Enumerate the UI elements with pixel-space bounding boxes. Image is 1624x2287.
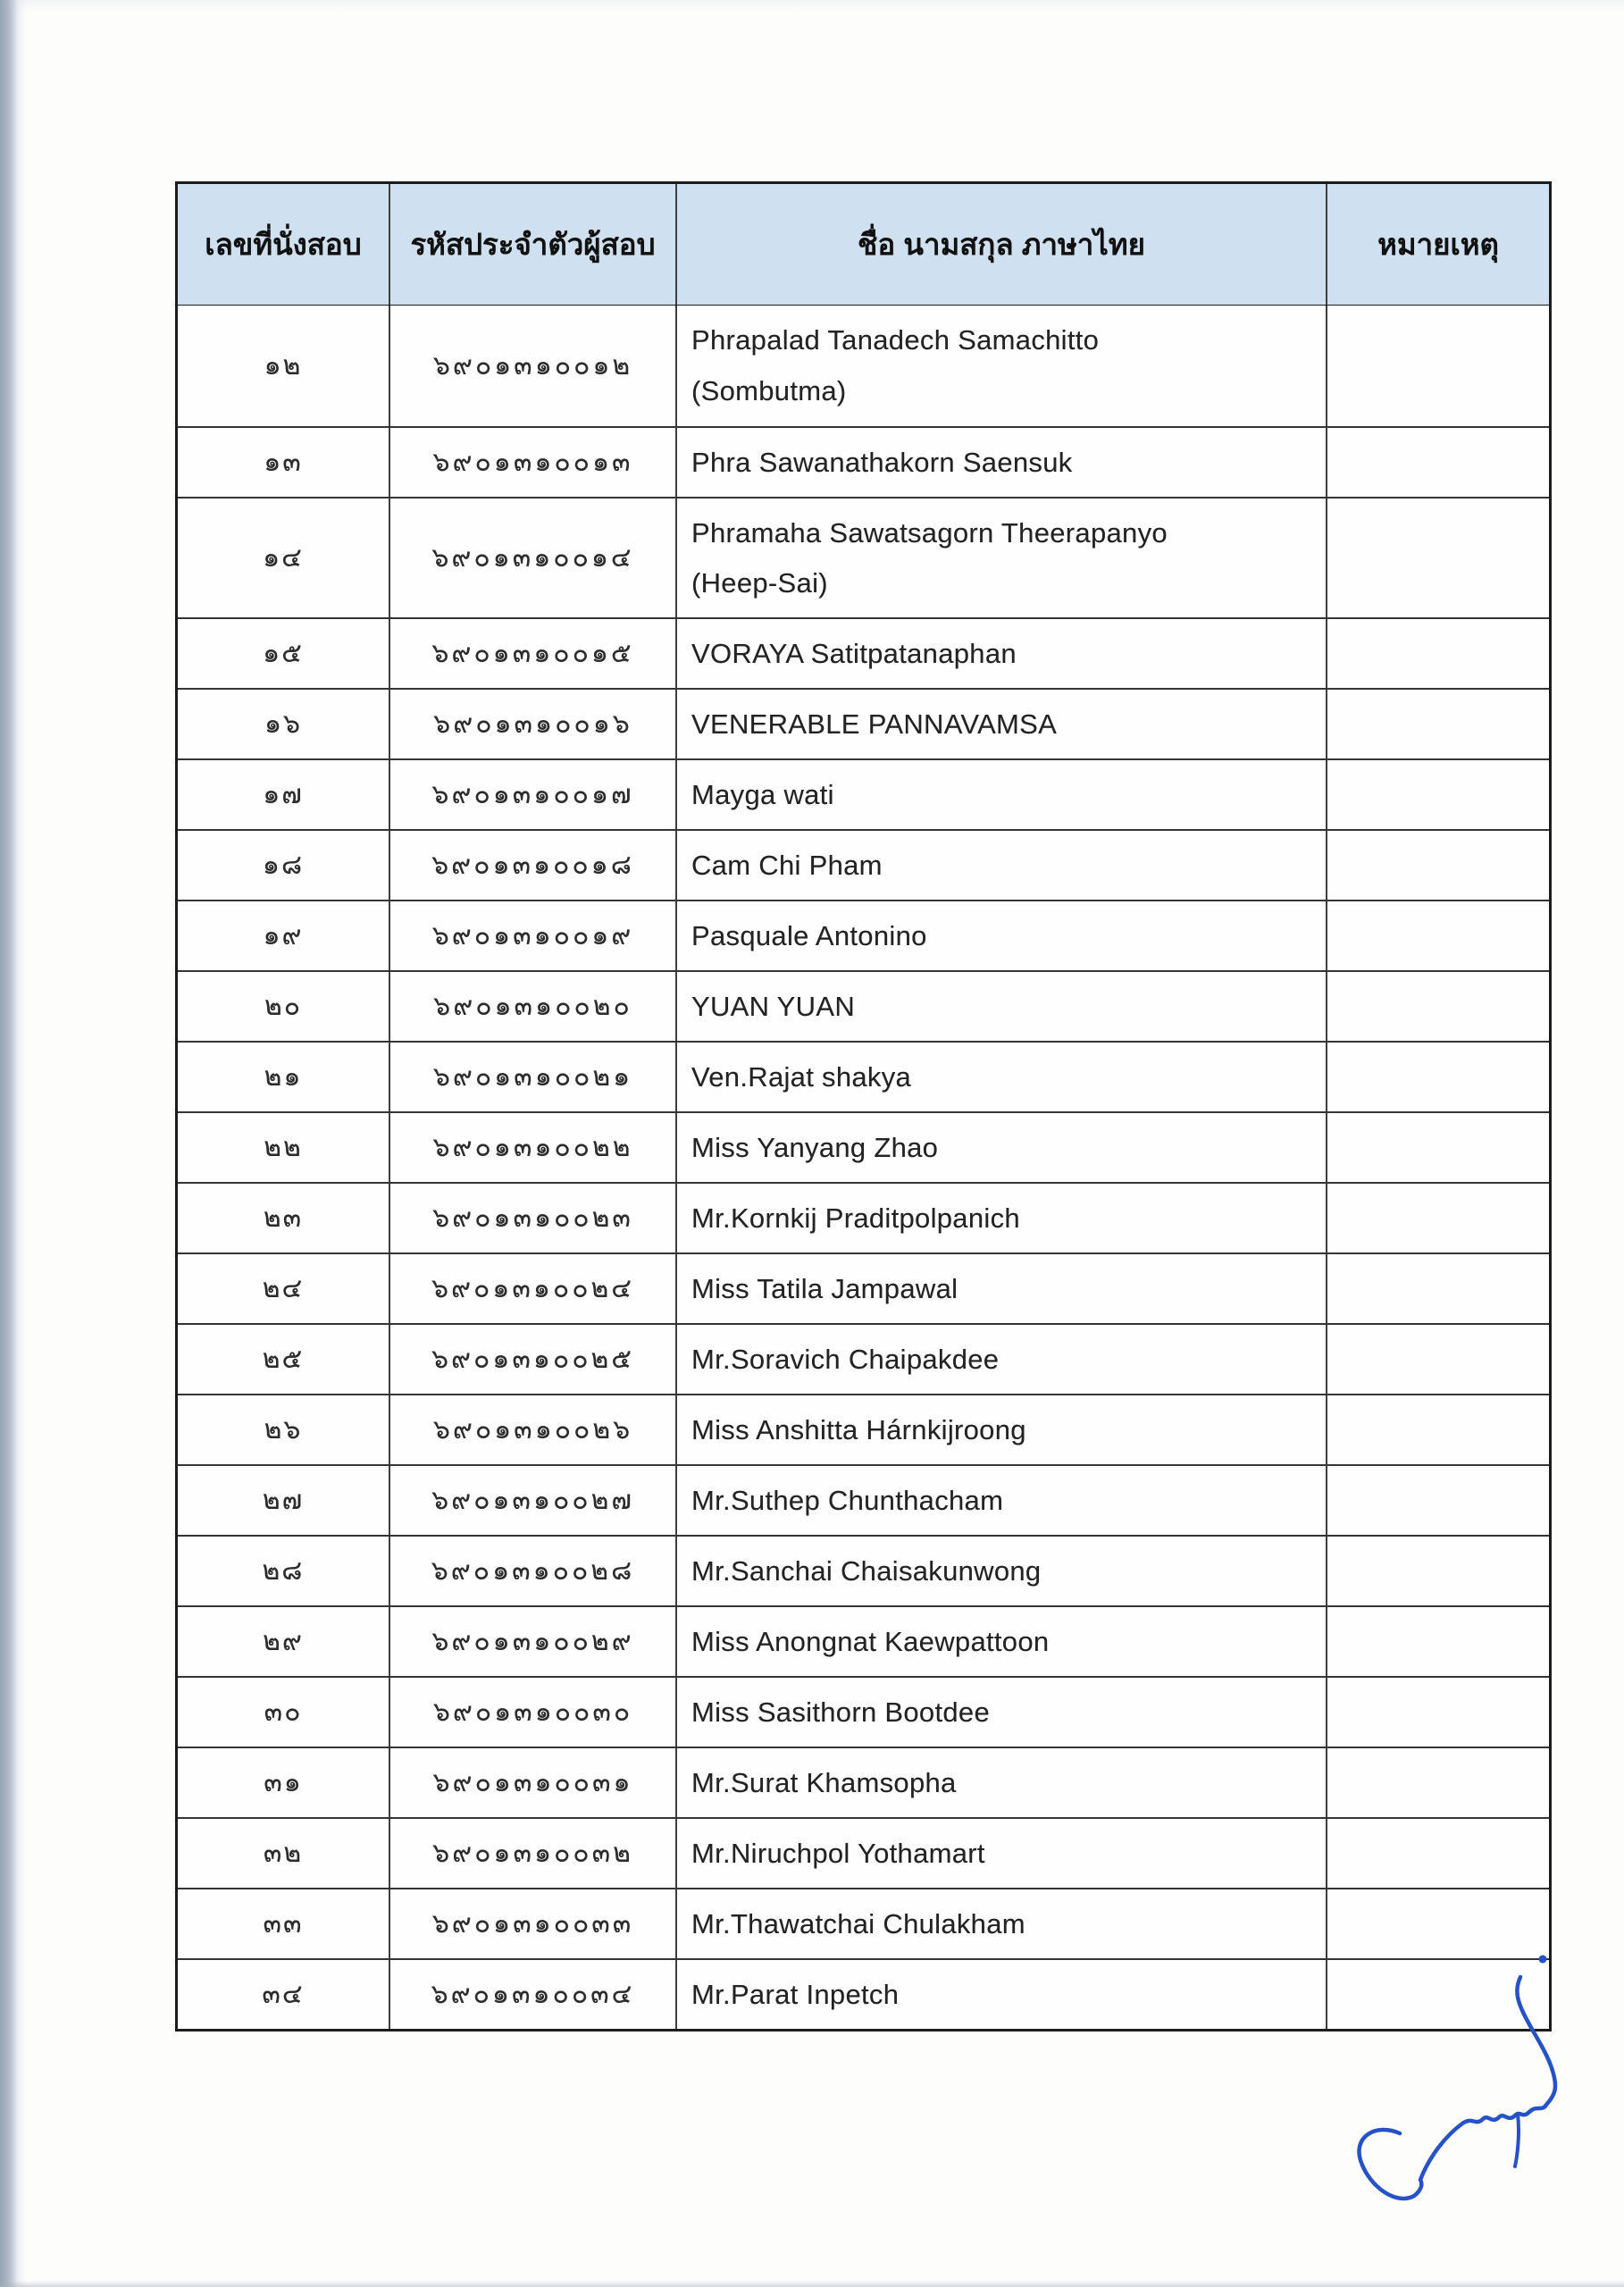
remarks-cell (1326, 1395, 1549, 1464)
name-line: Miss Tatila Jampawal (691, 1272, 958, 1304)
seat-number-cell: ๑๗ (263, 780, 304, 809)
name-cell (675, 1748, 1326, 1817)
examinee-id-cell: ๖๙๐๑๓๑๐๐๓๐ (389, 1678, 675, 1747)
name-line: Mr.Niruchpol Yothamart (691, 1837, 985, 1869)
name-cell (675, 1889, 1326, 1958)
table-row (178, 306, 1549, 426)
seat-number-cell: ๒๐ (264, 992, 303, 1021)
seat-number-cell: ๒๘ (262, 1556, 305, 1586)
table-row (178, 1888, 1549, 1958)
remarks-cell (1326, 901, 1549, 970)
header-examinee-id: รหัสประจำตัวผู้สอบ (389, 184, 675, 305)
scan-edge-artifact-bottom (0, 2281, 1624, 2287)
examinee-id-cell: ๖๙๐๑๓๑๐๐๒๙ (389, 1607, 675, 1676)
seat-number-cell: ๑๘ (262, 850, 305, 880)
remarks-cell (1326, 1607, 1549, 1676)
table-header-row (178, 184, 1549, 306)
name-cell (675, 1184, 1326, 1252)
name-cell (675, 619, 1326, 688)
remarks-cell (1326, 1819, 1549, 1888)
examinee-id-cell: ๖๙๐๑๓๑๐๐๒๖ (389, 1395, 675, 1464)
seat-number-cell: ๓๒ (263, 1839, 304, 1868)
table-row (178, 1817, 1549, 1888)
seat-number-cell: ๒๙ (263, 1627, 304, 1656)
seat-number-cell: ๒๕ (262, 1345, 305, 1374)
name-line: YUAN YUAN (691, 990, 856, 1022)
name-line: Cam Chi Pham (691, 849, 883, 881)
examinee-id-cell: ๖๙๐๑๓๑๐๐๒๔ (389, 1254, 675, 1323)
header-name-thai: ชื่อ นามสกุล ภาษาไทย (675, 184, 1326, 305)
examinee-id-cell: ๖๙๐๑๓๑๐๐๒๕ (389, 1325, 675, 1394)
name-line: Ven.Rajat shakya (691, 1060, 912, 1093)
table-row (178, 1747, 1549, 1817)
remarks-cell (1326, 1325, 1549, 1394)
name-cell (675, 1043, 1326, 1111)
name-line: (Sombutma) (691, 375, 847, 407)
header-remarks: หมายเหตุ (1326, 184, 1549, 305)
remarks-cell (1326, 619, 1549, 688)
seat-number-cell: ๑๖ (264, 709, 303, 739)
name-line: Pasquale Antonino (691, 919, 927, 951)
examinee-id-cell: ๖๙๐๑๓๑๐๐๒๗ (389, 1466, 675, 1535)
name-line: Mayga wati (691, 778, 834, 810)
examinee-id-cell: ๖๙๐๑๓๑๐๐๑๒ (389, 306, 675, 426)
scan-edge-artifact-left (0, 0, 27, 2287)
examinee-id-cell: ๖๙๐๑๓๑๐๐๑๖ (389, 690, 675, 758)
remarks-cell (1326, 1113, 1549, 1182)
table-row (178, 1252, 1549, 1323)
remarks-cell (1326, 760, 1549, 829)
name-cell (675, 1819, 1326, 1888)
name-line: Mr.Soravich Chaipakdee (691, 1343, 1000, 1375)
name-cell (675, 690, 1326, 758)
remarks-cell (1326, 428, 1549, 497)
examinee-id-cell: ๖๙๐๑๓๑๐๐๓๓ (389, 1889, 675, 1958)
name-line: Mr.Sanchai Chaisakunwong (691, 1554, 1042, 1587)
name-line: Mr.Suthep Chunthacham (691, 1484, 1004, 1516)
name-line: Phra Sawanathakorn Saensuk (691, 446, 1073, 478)
table-row (178, 1041, 1549, 1111)
table-row (178, 1676, 1549, 1747)
table-row (178, 497, 1549, 617)
examinee-id-cell: ๖๙๐๑๓๑๐๐๓๑ (389, 1748, 675, 1817)
signature-descender-stroke (1515, 2114, 1519, 2166)
table-row (178, 1535, 1549, 1605)
table-row (178, 970, 1549, 1041)
table-row (178, 1394, 1549, 1464)
name-cell (675, 760, 1326, 829)
name-line: Miss Anongnat Kaewpattoon (691, 1625, 1050, 1657)
examinee-id-cell: ๖๙๐๑๓๑๐๐๓๒ (389, 1819, 675, 1888)
remarks-cell (1326, 1466, 1549, 1535)
remarks-cell (1326, 972, 1549, 1041)
examinee-id-cell: ๖๙๐๑๓๑๐๐๑๕ (389, 619, 675, 688)
table-row (178, 617, 1549, 688)
seat-number-cell: ๒๓ (263, 1203, 304, 1233)
name-cell (675, 972, 1326, 1041)
table-row (178, 688, 1549, 758)
seat-number-cell: ๒๗ (262, 1486, 305, 1515)
table-row (178, 1464, 1549, 1535)
name-line: (Heep-Sai) (691, 566, 828, 599)
name-cell (675, 1395, 1326, 1464)
table-row (178, 900, 1549, 970)
remarks-cell (1326, 1254, 1549, 1323)
examinee-id-cell: ๖๙๐๑๓๑๐๐๒๓ (389, 1184, 675, 1252)
table-row (178, 1182, 1549, 1252)
remarks-cell (1326, 1960, 1549, 2029)
name-line: Mr.Parat Inpetch (691, 1978, 900, 2010)
remarks-cell (1326, 690, 1549, 758)
name-cell (675, 1466, 1326, 1535)
exam-roster-table (175, 181, 1552, 2031)
name-cell (675, 1113, 1326, 1182)
examinee-id-cell: ๖๙๐๑๓๑๐๐๒๘ (389, 1537, 675, 1605)
table-row (178, 1605, 1549, 1676)
examinee-id-cell: ๖๙๐๑๓๑๐๐๒๒ (389, 1113, 675, 1182)
examinee-id-cell: ๖๙๐๑๓๑๐๐๑๗ (389, 760, 675, 829)
name-line: Phramaha Sawatsagorn Theerapanyo (691, 516, 1168, 549)
remarks-cell (1326, 498, 1549, 617)
seat-number-cell: ๒๒ (264, 1133, 303, 1162)
name-cell (675, 428, 1326, 497)
name-line: VENERABLE PANNAVAMSA (691, 708, 1058, 740)
examinee-id-cell: ๖๙๐๑๓๑๐๐๒๑ (389, 1043, 675, 1111)
table-row (178, 426, 1549, 497)
name-cell (675, 1537, 1326, 1605)
name-cell (675, 306, 1326, 426)
seat-number-cell: ๓๐ (264, 1697, 303, 1727)
table-row (178, 758, 1549, 829)
name-cell (675, 498, 1326, 617)
header-seat-number: เลขที่นั่งสอบ (205, 228, 362, 261)
name-line: Miss Anshitta Hárnkijroong (691, 1413, 1026, 1445)
remarks-cell (1326, 1043, 1549, 1111)
name-cell (675, 1254, 1326, 1323)
seat-number-cell: ๓๔ (262, 1980, 305, 2009)
examinee-id-cell: ๖๙๐๑๓๑๐๐๓๔ (389, 1960, 675, 2029)
examinee-id-cell: ๖๙๐๑๓๑๐๐๑๓ (389, 428, 675, 497)
name-cell (675, 1960, 1326, 2029)
name-line: VORAYA Satitpatanaphan (691, 637, 1017, 669)
seat-number-cell: ๑๔ (263, 543, 304, 573)
name-line: Miss Sasithorn Bootdee (691, 1696, 990, 1728)
remarks-cell (1326, 1748, 1549, 1817)
name-line: Mr.Kornkij Praditpolpanich (691, 1202, 1020, 1234)
examinee-id-cell: ๖๙๐๑๓๑๐๐๒๐ (389, 972, 675, 1041)
name-line: Mr.Thawatchai Chulakham (691, 1907, 1025, 1939)
name-cell (675, 1678, 1326, 1747)
seat-number-cell: ๒๖ (264, 1415, 303, 1445)
seat-number-cell: ๑๕ (263, 639, 304, 668)
name-cell (675, 1607, 1326, 1676)
seat-number-cell: ๑๒ (264, 351, 303, 381)
remarks-cell (1326, 306, 1549, 426)
remarks-cell (1326, 831, 1549, 900)
remarks-cell (1326, 1678, 1549, 1747)
remarks-cell (1326, 1537, 1549, 1605)
name-cell (675, 901, 1326, 970)
seat-number-cell: ๒๑ (264, 1062, 303, 1092)
name-line: Phrapalad Tanadech Samachitto (691, 324, 1100, 356)
table-row (178, 1111, 1549, 1182)
remarks-cell (1326, 1889, 1549, 1958)
seat-number-cell: ๒๔ (262, 1274, 305, 1303)
seat-number-cell: ๑๓ (264, 448, 303, 477)
name-cell (675, 831, 1326, 900)
remarks-cell (1326, 1184, 1549, 1252)
table-row (178, 829, 1549, 900)
examinee-id-cell: ๖๙๐๑๓๑๐๐๑๔ (389, 498, 675, 617)
seat-number-cell: ๓๓ (263, 1909, 304, 1939)
seat-number-cell: ๓๑ (264, 1768, 303, 1797)
table-body (178, 306, 1549, 2029)
seat-number-cell: ๑๙ (263, 921, 304, 951)
table-row (178, 1323, 1549, 1394)
name-cell (675, 1325, 1326, 1394)
examinee-id-cell: ๖๙๐๑๓๑๐๐๑๘ (389, 831, 675, 900)
examinee-id-cell: ๖๙๐๑๓๑๐๐๑๙ (389, 901, 675, 970)
name-line: Miss Yanyang Zhao (691, 1131, 939, 1163)
name-line: Mr.Surat Khamsopha (691, 1766, 957, 1798)
table-row (178, 1958, 1549, 2029)
